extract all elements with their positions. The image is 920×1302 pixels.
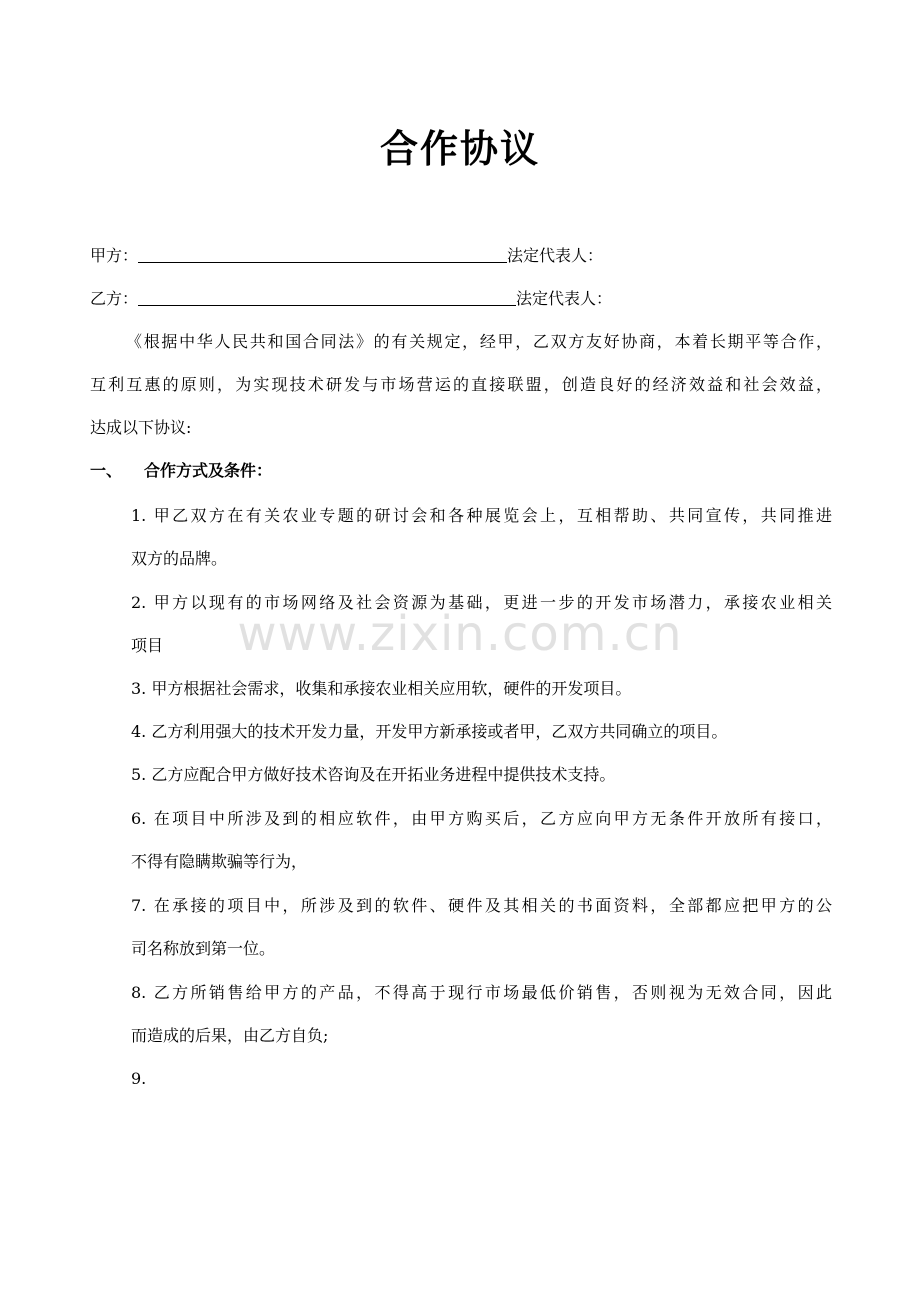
clause-line: 司名称放到第一位。	[131, 939, 276, 958]
clause-line: 9.	[131, 1069, 147, 1088]
party-a-label: 甲方：	[90, 246, 139, 265]
clause-line: 项目	[131, 636, 164, 655]
party-b-blank[interactable]	[138, 289, 516, 306]
watermark-text: www.zixin.com.cn	[237, 606, 683, 662]
clause-line: 而造成的后果，由乙方自负;	[131, 1026, 329, 1045]
party-a-line	[90, 245, 603, 267]
clause-line: 2. 甲方以现有的市场网络及社会资源为基础，更进一步的开发市场潜力，承接农业相关	[131, 593, 832, 612]
clause-line: 8. 乙方所销售给甲方的产品，不得高于现行市场最低价销售，否则视为无效合同，因此	[131, 983, 832, 1002]
clause-line: 5. 乙方应配合甲方做好技术咨询及在开拓业务进程中提供技术支持。	[131, 765, 616, 784]
intro-line: 互利互惠的原则，为实现技术研发与市场营运的直接联盟，创造良好的经济效益和社会效益，	[90, 375, 832, 394]
section-number: 一、	[90, 461, 123, 480]
party-b-line	[90, 288, 612, 310]
party-b-rep-label: 法定代表人：	[516, 289, 613, 308]
party-a-blank[interactable]	[138, 246, 507, 263]
intro-line: 达成以下协议:	[90, 418, 192, 437]
clause-line: 1. 甲乙双方在有关农业专题的研讨会和各种展览会上，互相帮助、共同宣传，共同推进	[131, 506, 832, 525]
document-title: 合作协议	[379, 127, 540, 171]
clause-line: 3. 甲方根据社会需求，收集和承接农业相关应用软，硬件的开发项目。	[131, 679, 632, 698]
intro-line: 《根据中华人民共和国合同法》的有关规定，经甲，乙双方友好协商，本着长期平等合作，	[126, 332, 832, 351]
clause-line: 不得有隐瞒欺骗等行为，	[131, 852, 308, 871]
party-a-rep-label: 法定代表人：	[507, 246, 604, 265]
section-heading	[90, 460, 272, 482]
clause-line: 双方的品牌。	[131, 549, 228, 568]
clause-line: 4. 乙方利用强大的技术开发力量，开发甲方新承接或者甲，乙双方共同确立的项目。	[131, 722, 728, 741]
section-title: 合作方式及条件：	[144, 461, 273, 480]
clause-line: 7. 在承接的项目中，所涉及到的软件、硬件及其相关的书面资料，全部都应把甲方的公	[131, 896, 832, 915]
party-b-label: 乙方：	[90, 289, 139, 308]
clause-line: 6. 在项目中所涉及到的相应软件，由甲方购买后，乙方应向甲方无条件开放所有接口，	[131, 809, 832, 828]
